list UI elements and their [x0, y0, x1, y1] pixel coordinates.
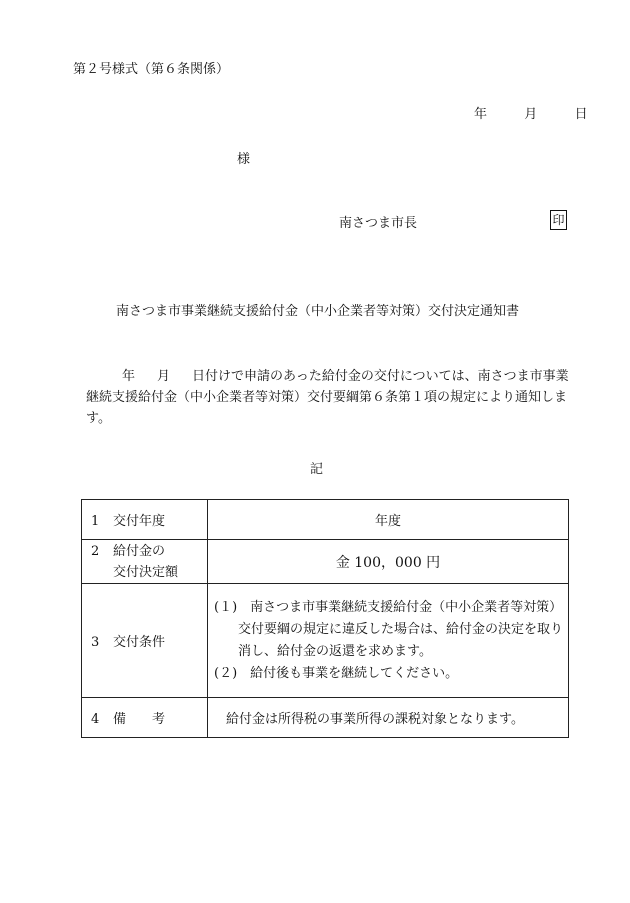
fiscal-year-value: 年度 — [374, 514, 401, 529]
row-label-line2: 交付決定額 — [113, 564, 179, 580]
row-number: 2 — [91, 543, 100, 559]
row-value-cell — [208, 540, 569, 584]
body-month: 月 — [157, 369, 171, 384]
body-text: 日付けで申請のあった給付金の交付については、南さつま市事業継続支援給付金（中小企業者等対策）交付要綱第６条第１項の規定により通知します。 — [86, 369, 569, 426]
row-number: 4 — [91, 712, 100, 727]
remarks-value: 給付金は所得税の事業所得の課税対象となります。 — [226, 712, 524, 727]
table-row — [82, 500, 569, 540]
row-value-cell — [208, 698, 569, 738]
row-label: 交付年度 — [113, 514, 166, 529]
details-table — [81, 499, 569, 738]
row-label: 備 考 — [113, 712, 166, 727]
seal-mark: 印 — [550, 210, 567, 230]
document-title: 南さつま市事業継続支援給付金（中小企業者等対策）交付決定通知書 — [116, 304, 520, 319]
condition-2: (２) 給付後も事業を継続してください。 — [214, 665, 459, 681]
date-line — [474, 103, 588, 122]
addressee-honorific: 様 — [237, 152, 251, 167]
row-label-cell — [82, 584, 208, 698]
condition-1-line3: 消し、給付金の返還を求めます。 — [238, 643, 432, 659]
table-row — [82, 540, 569, 584]
row-label-cell — [82, 698, 208, 738]
amount-value: 金 100，000 円 — [335, 554, 441, 571]
row-label-cell — [82, 500, 208, 540]
date-day: 日 — [574, 107, 588, 122]
body-year: 年 — [122, 369, 136, 384]
ki-heading: 記 — [310, 462, 324, 477]
row-label-cell — [82, 540, 208, 584]
row-value-cell — [208, 500, 569, 540]
table-row — [82, 698, 569, 738]
row-label: 給付金の — [113, 543, 166, 559]
form-number-label: 第２号様式（第６条関係） — [73, 62, 230, 77]
row-number: 3 — [91, 635, 100, 650]
condition-1-line2: 交付要綱の規定に違反した場合は、給付金の決定を取り — [238, 621, 564, 637]
date-year: 年 — [474, 107, 488, 122]
conditions-cell — [208, 584, 569, 698]
condition-1-line1: (１) 南さつま市事業継続支援給付金（中小企業者等対策） — [214, 599, 563, 615]
table-row — [82, 584, 569, 698]
issuer-name: 南さつま市長 — [339, 216, 418, 231]
body-paragraph — [86, 366, 574, 429]
row-number: 1 — [91, 514, 100, 529]
date-month: 月 — [524, 107, 538, 122]
row-label: 交付条件 — [113, 635, 166, 650]
